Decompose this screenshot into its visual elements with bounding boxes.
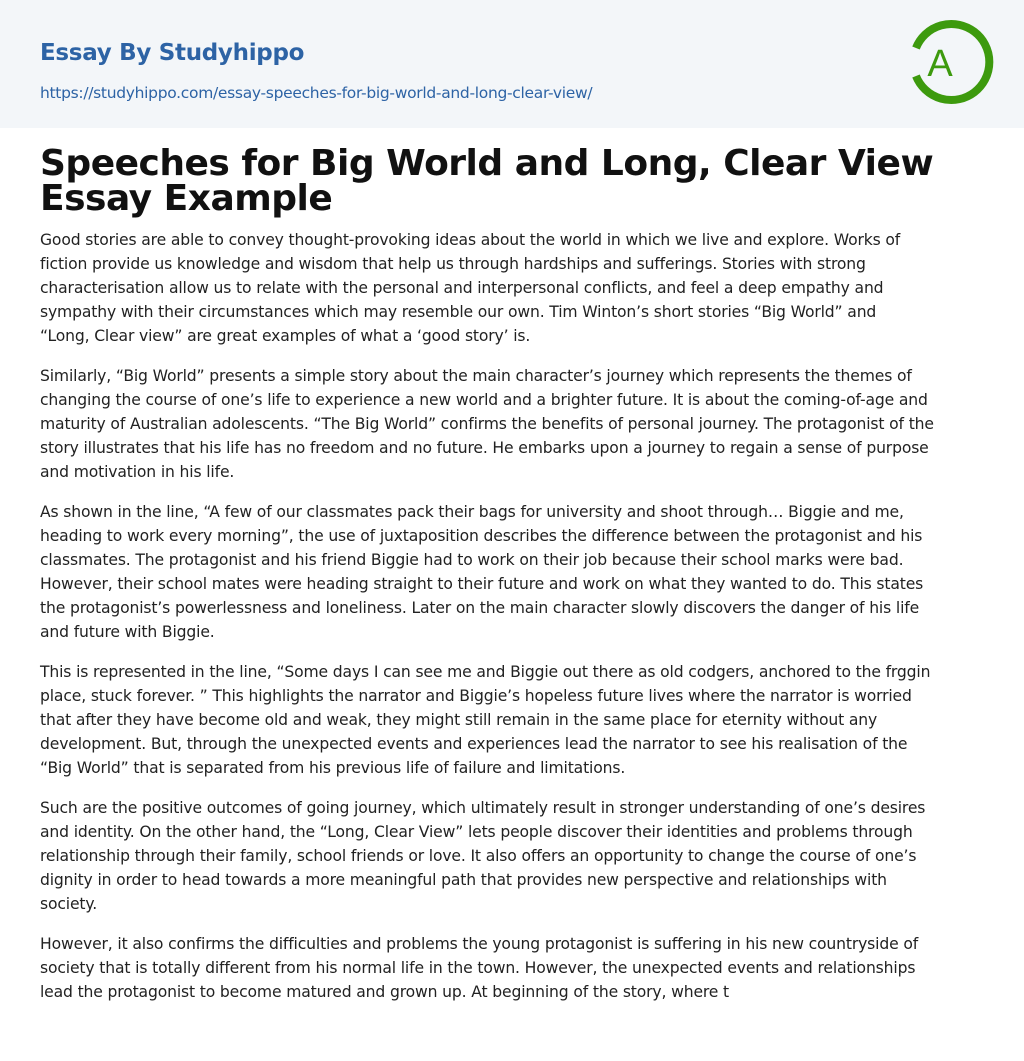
paragraph-line: This is represented in the line, “Some days I can see me and Biggie out there as old codgers, anchored to the frggin xyxy=(40,663,931,681)
paragraph-line: and future with Biggie. xyxy=(40,623,215,641)
essay-paragraph xyxy=(40,500,1000,644)
paragraph-line: changing the course of one’s life to experience a new world and a brighter future. It is about the coming-of-age and xyxy=(40,391,928,409)
essay-paragraph xyxy=(40,364,1000,484)
page-title xyxy=(40,143,1000,219)
paragraph-line: sympathy with their circumstances which may resemble our own. Tim Winton’s short stories “Big World” and xyxy=(40,303,877,321)
studyhippo-logo-icon xyxy=(906,18,994,106)
paragraph-line: As shown in the line, “A few of our classmates pack their bags for university and shoot through… Biggie and me, xyxy=(40,503,904,521)
essay-paragraph xyxy=(40,660,1000,780)
paragraph-line: However, their school mates were heading straight to their future and work on what they wanted to do. This states xyxy=(40,575,924,593)
paragraph-line: lead the protagonist to become matured and grown up. At beginning of the story, where t xyxy=(40,983,730,1001)
paragraph-line: that after they have become old and weak, they might still remain in the same place for eternity without any xyxy=(40,711,878,729)
brand-title: Essay By Studyhippo xyxy=(40,40,305,66)
paragraph-line: place, stuck forever. ” This highlights the narrator and Biggie’s hopeless future lives where the narrator is worried xyxy=(40,687,912,705)
essay-paragraph xyxy=(40,228,1000,348)
paragraph-line: and identity. On the other hand, the “Long, Clear View” lets people discover their identities and problems through xyxy=(40,823,913,841)
paragraph-line: However, it also confirms the difficulties and problems the young protagonist is suffering in his new countryside of xyxy=(40,935,919,953)
paragraph-line: maturity of Australian adolescents. “The Big World” confirms the benefits of personal journey. The protagonist of the xyxy=(40,415,934,433)
paragraph-line: the protagonist’s powerlessness and loneliness. Later on the main character slowly discovers the danger of his life xyxy=(40,599,920,617)
title-line: Speeches for Big World and Long, Clear View xyxy=(40,143,934,184)
paragraph-line: Such are the positive outcomes of going journey, which ultimately result in stronger understanding of one’s desires xyxy=(40,799,926,817)
svg-text:A: A xyxy=(927,43,953,85)
paragraph-line: heading to work every morning”, the use of juxtaposition describes the difference between the protagonist and his xyxy=(40,527,923,545)
source-url-link[interactable]: https://studyhippo.com/essay-speeches-for-big-world-and-long-clear-view/ xyxy=(40,84,593,102)
paragraph-line: characterisation allow us to relate with the personal and interpersonal conflicts, and feel a deep empathy and xyxy=(40,279,884,297)
essay-paragraph xyxy=(40,932,1000,1004)
paragraph-line: fiction provide us knowledge and wisdom that help us through hardships and sufferings. Stories with strong xyxy=(40,255,866,273)
paragraph-line: story illustrates that his life has no freedom and no future. He embarks upon a journey to regain a sense of purpose xyxy=(40,439,929,457)
paragraph-line: and motivation in his life. xyxy=(40,463,235,481)
paragraph-line: “Big World” that is separated from his previous life of failure and limitations. xyxy=(40,759,626,777)
paragraph-line: Good stories are able to convey thought-provoking ideas about the world in which we live and explore. Works of xyxy=(40,231,901,249)
title-line: Essay Example xyxy=(40,178,333,219)
paragraph-line: “Long, Clear view” are great examples of what a ‘good story’ is. xyxy=(40,327,531,345)
paragraph-line: dignity in order to head towards a more meaningful path that provides new perspective and relationships with xyxy=(40,871,887,889)
paragraph-line: society that is totally different from his normal life in the town. However, the unexpected events and relationships xyxy=(40,959,916,977)
paragraph-line: Similarly, “Big World” presents a simple story about the main character’s journey which represents the themes of xyxy=(40,367,912,385)
paragraph-line: classmates. The protagonist and his friend Biggie had to work on their job because their school marks were bad. xyxy=(40,551,904,569)
paragraph-line: society. xyxy=(40,895,98,913)
paragraph-line: relationship through their family, school friends or love. It also offers an opportunity to change the course of one’s xyxy=(40,847,917,865)
site-header xyxy=(0,0,1024,128)
essay-body xyxy=(40,228,1000,1020)
paragraph-line: development. But, through the unexpected events and experiences lead the narrator to see his realisation of the xyxy=(40,735,908,753)
essay-paragraph xyxy=(40,796,1000,916)
